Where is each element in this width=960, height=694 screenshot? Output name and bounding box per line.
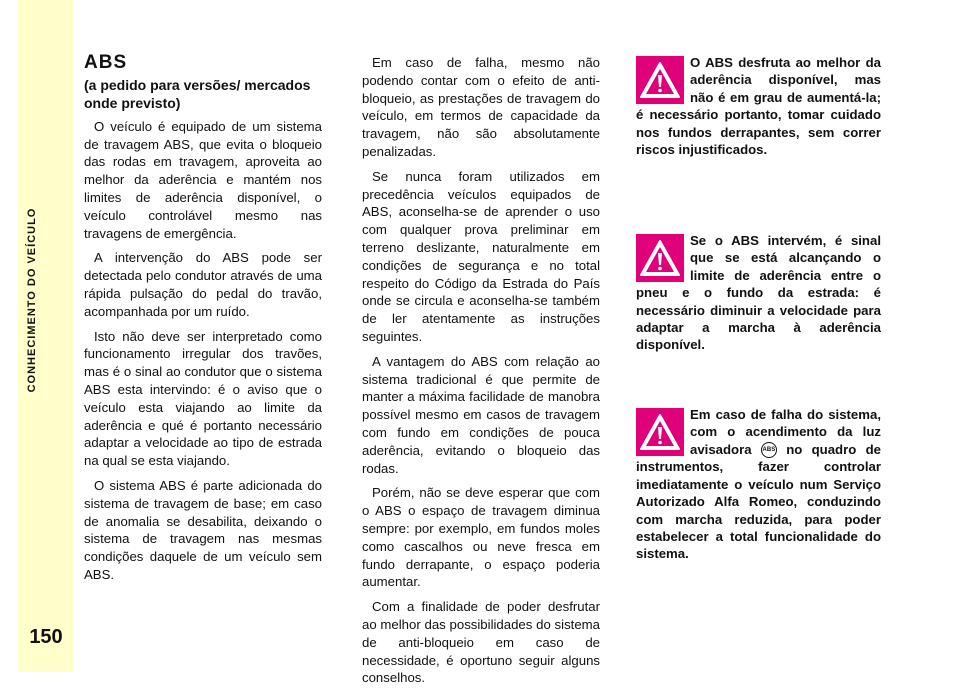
warning-text: no quadro de instrumentos, fazer controlar imediatamente o veículo num Serviço Autorizado Alfa Romeo, conduzindo com marcha reduzida, para poder estabelecer a total funcionalidade do sistema. [636,441,881,562]
paragraph: A vantagem do ABS com relação ao sistema tradicional é que permite de manter a máxima facilidade de manobra possível mesmo em casos de travagem com fundo em condições de pouca aderência, evitando o bloqueio das rodas. [362,353,600,476]
warning-icon [636,234,684,282]
warning-box [636,54,881,158]
paragraph: O veículo é equipado de um sistema de travagem ABS, que evita o bloqueio das rodas em travagem, aproveita ao melhor da aderência e mantém nos limites de aderência disponível, o veículo controlável mesmo nas travagens de emergência. [84,118,322,241]
warning-text: O ABS desfruta ao melhor da aderência disponível, mas não é em grau de aumentá-la; é necessário portanto, tomar cuidado nos fundos derrapantes, sem correr riscos injustificados. [636,55,881,158]
column-2 [362,54,600,694]
paragraph: Com a finalidade de poder desfrutar ao melhor das possibilidades do sistema de anti-bloqueio em caso de necessidade, é oportuno seguir alguns conselhos. [362,599,600,686]
warning-box [636,406,881,563]
column-1 [84,54,322,591]
section-title: ABS [84,52,128,73]
warning-text: Se o ABS intervém, é sinal que se está alcançando o limite de aderência entre o pneu e o fundo da estrada: é necessário diminuir a velocidade para adaptar a marcha à aderência disponível. [636,233,881,353]
sidebar [18,0,74,672]
warning-icon [636,408,684,456]
paragraph: Porém, não se deve esperar que com o ABS o espaço de travagem diminua sempre: por exemplo, em fundos moles como cascalhos ou neve fresca em fundo derrapante, o espaço poderia aumentar. [362,485,600,590]
paragraph: Se nunca foram utilizados em precedência veículos equipados de ABS, aconselha-se de aprender o uso com qualquer prova preliminar em terreno deslizante, naturalmente em condições de segurança e no total respeito do Código da Estrada do País onde se circula e aconselha-se também de ler atentamente as instruções seguintes. [362,168,600,344]
warning-icon [636,56,684,104]
warning-text: Em caso de falha do sistema, com o acendimento da luz avisadora [690,407,881,457]
warning-box [636,232,881,354]
section-subtitle: (a pedido para versões/ mercados onde previsto) [84,76,311,111]
abs-warning-light-icon: ABS [761,442,777,458]
paragraph: O sistema ABS é parte adicionada do sistema de travagem de base; em caso de anomalia se desabilita, deixando o sistema de travagem nas mesmas condições daquele de um veículo sem ABS. [84,477,322,582]
paragraph: Em caso de falha, mesmo não podendo contar com o efeito de anti-bloqueio, as prestações de travagem do veículo, em termos de capacidade da travagem, não são absolutamente penalizadas. [362,55,600,159]
paragraph: Isto não deve ser interpretado como funcionamento irregular dos travões, mas é o sinal ao condutor que o sistema ABS esta intervindo: é o aviso que o veículo esta viajando ao limite da aderência e qué é portanto necessário adaptar a velocidade ao tipo de estrada na qual se esta viajando. [84,328,322,469]
paragraph: A intervenção do ABS pode ser detectada pelo condutor através de uma rápida pulsação do pedal do travão, acompanhada por um ruído. [84,250,322,319]
section-label: CONHECIMENTO DO VEÍCULO [26,207,38,393]
page-number: 150 [29,626,63,648]
